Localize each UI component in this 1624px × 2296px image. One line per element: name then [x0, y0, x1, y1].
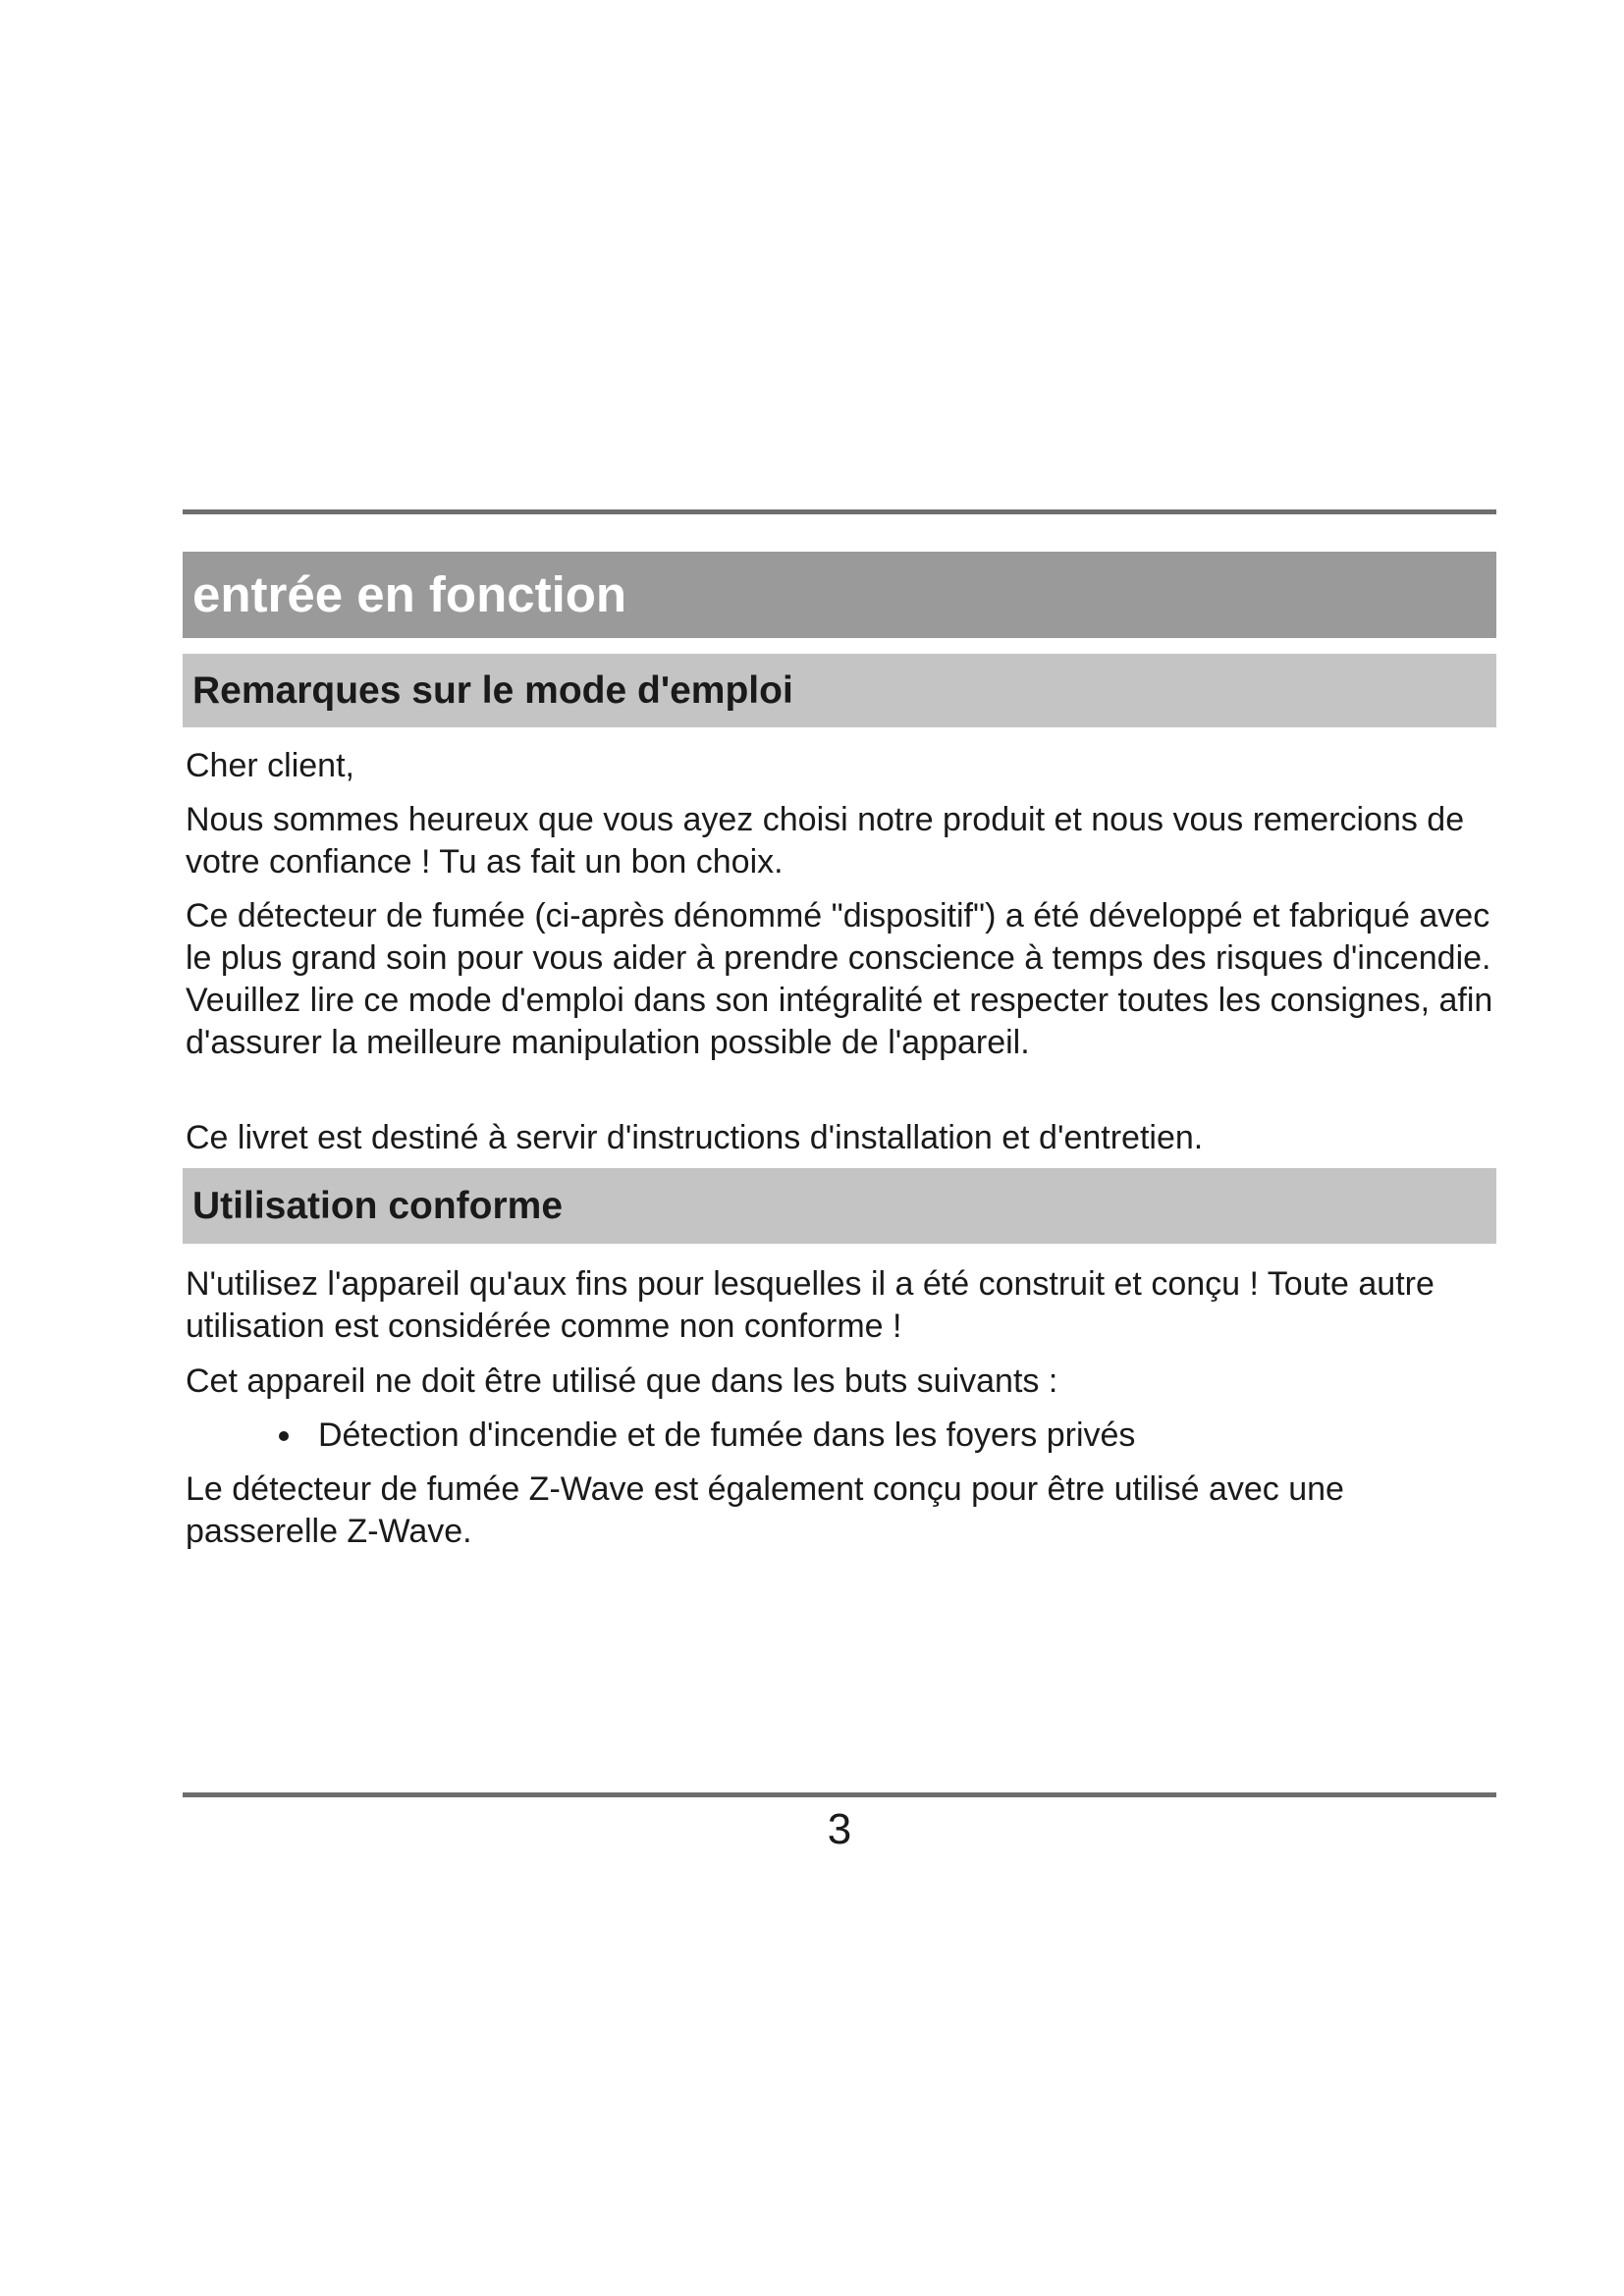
- paragraph-description: Ce détecteur de fumée (ci-après dénommé "dispositif") a été développé et fabriqué avec le plus grand soin pour vous aider à prendre conscience à temps des risques d'incendie. Veuillez lire ce mode d'emploi dans son intégralité et respecter toutes les consignes, afin d'assurer la meilleure manipulation possible de l'appareil.: [186, 897, 1493, 1061]
- paragraph-greeting: Cher client,: [186, 747, 354, 784]
- remarks-body: [186, 799, 1501, 883]
- page-number: 3: [827, 1805, 852, 1853]
- section-header-usage: [183, 1168, 1496, 1244]
- top-divider: [183, 509, 1496, 514]
- paragraph-thanks: Nous sommes heureux que vous ayez choisi notre produit et nous vous remercions de votre confiance ! Tu as fait un bon choix.: [186, 801, 1465, 881]
- paragraph-usage-warning: N'utilisez l'appareil qu'aux fins pour lesquelles il a été construit et conçu ! Toute autre utilisation est considérée comme non conforme !: [186, 1265, 1435, 1345]
- usage-body: [186, 1468, 1501, 1553]
- usage-body: [186, 1361, 1501, 1403]
- list-item-text: Détection d'incendie et de fumée dans les foyers privés: [318, 1416, 1136, 1454]
- remarks-body: [186, 895, 1501, 1064]
- bottom-divider: [183, 1792, 1496, 1797]
- section-title-remarks: Remarques sur le mode d'emploi: [192, 669, 793, 712]
- list-item: [283, 1415, 1135, 1457]
- paragraph-zwave: Le détecteur de fumée Z-Wave est également conçu pour être utilisé avec une passerelle Z-Wave.: [186, 1470, 1344, 1550]
- section-title-usage: Utilisation conforme: [192, 1185, 564, 1227]
- paragraph-usage-intro: Cet appareil ne doit être utilisé que dans les buts suivants :: [186, 1362, 1058, 1400]
- chapter-title: entrée en fonction: [192, 566, 627, 622]
- remarks-body: [186, 745, 1501, 787]
- remarks-body: [186, 1117, 1501, 1159]
- paragraph-purpose: Ce livret est destiné à servir d'instructions d'installation et d'entretien.: [186, 1119, 1204, 1156]
- bullet-icon: [279, 1431, 289, 1441]
- usage-body: [186, 1263, 1501, 1348]
- chapter-header: [183, 552, 1496, 638]
- section-header-remarks: [183, 654, 1496, 727]
